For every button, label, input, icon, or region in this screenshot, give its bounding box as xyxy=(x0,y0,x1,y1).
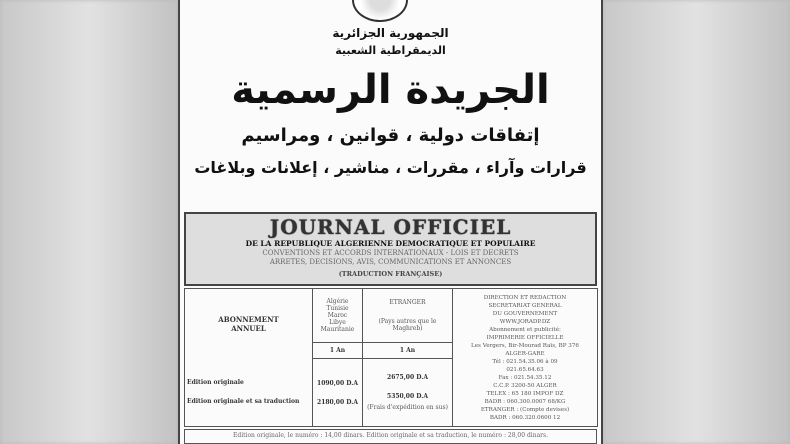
direction-6: IMPRIMERIE OFFICIELLE xyxy=(486,334,564,341)
row-label-original: Edition originale xyxy=(187,379,244,387)
arabic-subtitle-1: إتفاقات دولية ، قوانين ، ومراسيم xyxy=(241,125,540,146)
journal-republic: DE LA REPUBLIQUE ALGERIENNE DEMOCRATIQUE ET POPULAIRE xyxy=(245,239,536,248)
price-original-foreign: 2675,00 D.A xyxy=(387,374,428,381)
direction-11: Fax : 021.54.35.12 xyxy=(498,374,552,381)
journal-header-box xyxy=(184,212,597,286)
price-translation-maghreb: 2180,00 D.A xyxy=(317,398,358,406)
national-emblem-icon xyxy=(352,0,408,22)
direction-10: 021.65.64.63 xyxy=(506,366,544,373)
journal-translation: (TRADUCTION FRANÇAISE) xyxy=(338,270,443,278)
direction-12: C.C.P. 3200-50 ALGER xyxy=(493,382,557,389)
price-original-maghreb: 1090,00 D.A xyxy=(317,379,358,387)
blurred-background-left xyxy=(0,0,178,444)
subscription-table xyxy=(184,288,598,427)
journal-title: JOURNAL OFFICIEL xyxy=(269,215,512,239)
direction-8: ALGER-GARE xyxy=(505,350,545,357)
price-footer: Edition originale, le numéro : 14,00 dinars. Edition originale et sa traduction, le numéro : 28,00 dinars. xyxy=(184,429,597,444)
arabic-title: الجريدة الرسمية xyxy=(231,67,550,113)
journal-line-1: CONVENTIONS ET ACCORDS INTERNATIONAUX - LOIS ET DECRETS xyxy=(262,249,519,257)
direction-5: Abonnement et publicité: xyxy=(489,326,561,333)
foreign-note: (Pays autres que le Maghreb) xyxy=(378,318,437,332)
direction-1: DIRECTION ET REDACTION xyxy=(483,294,567,301)
direction-3: DU GOUVERNEMENT xyxy=(492,310,558,317)
direction-4: WWW.JORADP.DZ xyxy=(499,318,551,325)
direction-2: SECRETARIAT GENERAL xyxy=(488,302,562,309)
direction-13: TELEX : 65 180 IMPOF DZ xyxy=(486,390,564,397)
period-maghreb: 1 An xyxy=(313,343,363,359)
direction-16: BADR : 060.320.0600 12 xyxy=(489,414,561,421)
row-label-translation: Edition originale et sa traduction xyxy=(187,398,300,406)
arabic-subtitle-2: قرارات وآراء ، مقررات ، مناشير ، إعلانات وبلاغات xyxy=(194,158,587,177)
direction-15: ETRANGER : (Compte devises) xyxy=(480,406,570,413)
subscription-heading: ABONNEMENT ANNUEL xyxy=(218,314,279,333)
republic-line-1: الجمهورية الجزائرية xyxy=(332,26,449,40)
journal-cover-page xyxy=(178,0,603,444)
republic-line-2: الديمقراطية الشعبية xyxy=(335,44,446,57)
direction-7: Les Vergers, Bir-Mourad Raïs, BP 376 xyxy=(471,342,579,349)
shipping-note: (Frais d'expédition en sus) xyxy=(367,404,448,411)
price-translation-foreign: 5350,00 D.A xyxy=(387,393,428,400)
journal-line-2: ARRETES, DECISIONS, AVIS, COMMUNICATIONS ET ANNONCES xyxy=(269,258,512,266)
direction-9: Tél : 021.54.35.06 à 09 xyxy=(492,358,558,365)
maghreb-countries: Algérie Tunisie Maroc Libye Mauritanie xyxy=(320,298,355,333)
blurred-background-right xyxy=(603,0,790,444)
direction-14: BADR : 060.300.0007 68/KG xyxy=(484,398,566,405)
foreign-heading: ETRANGER xyxy=(389,299,426,306)
period-foreign: 1 An xyxy=(363,343,453,359)
